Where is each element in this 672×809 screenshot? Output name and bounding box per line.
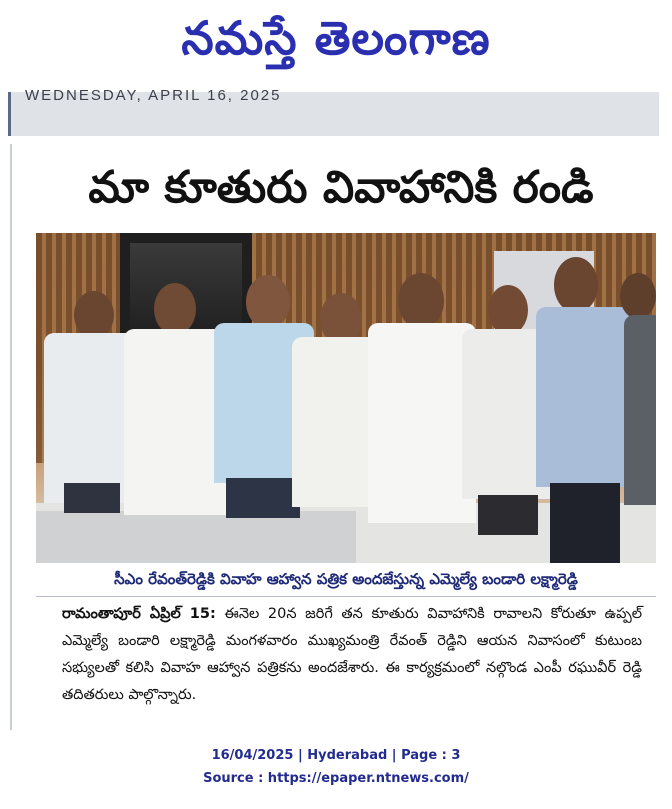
photo-table xyxy=(36,511,356,563)
masthead xyxy=(0,0,672,78)
article-photo xyxy=(36,233,656,563)
source-link[interactable]: Source : https://epaper.ntnews.com/ xyxy=(203,771,469,786)
article-headline: మా కూతురు వివాహానికి రండి xyxy=(88,162,594,213)
newspaper-logo: నమస్తే తెలంగాణ xyxy=(181,11,491,65)
article-body-text: ఈనెల 20న జరిగే తన కూతురు వివాహానికి రావాలని కోరుతూ ఉప్పల్ ఎమ్మెల్యే బండారి లక్ష్మారెడ్డి మంగళవారం ముఖ్యమంత్రి రేవంత్ రెడ్డిని ఆయన నివాసంలో కుటుంబ సభ్యులతో కలిసి వివాహ ఆహ్వాన పత్రికను అందజేశారు. ఈ కార్యక్రమంలో నల్గొండ ఎంపీ రఘువీర్ రెడ్డి తదితరులు పాల్గొన్నారు. xyxy=(62,606,643,703)
article-dateline-lead: రామంతాపూర్ ఏప్రిల్ 15: xyxy=(62,606,216,622)
dateline-bar xyxy=(8,87,659,136)
dateline-text: WEDNESDAY, APRIL 16, 2025 xyxy=(25,87,282,104)
caption-divider xyxy=(36,596,656,597)
page-border xyxy=(10,144,12,730)
edition-info: 16/04/2025 | Hyderabad | Page : 3 xyxy=(211,748,461,763)
photo-caption: సీఎం రేవంత్‌రెడ్డికి వివాహ ఆహ్వాన పత్రిక అందజేస్తున్న ఎమ్మెల్యే బండారి లక్ష్మారెడ్డి xyxy=(114,570,578,588)
article-body xyxy=(62,601,642,709)
